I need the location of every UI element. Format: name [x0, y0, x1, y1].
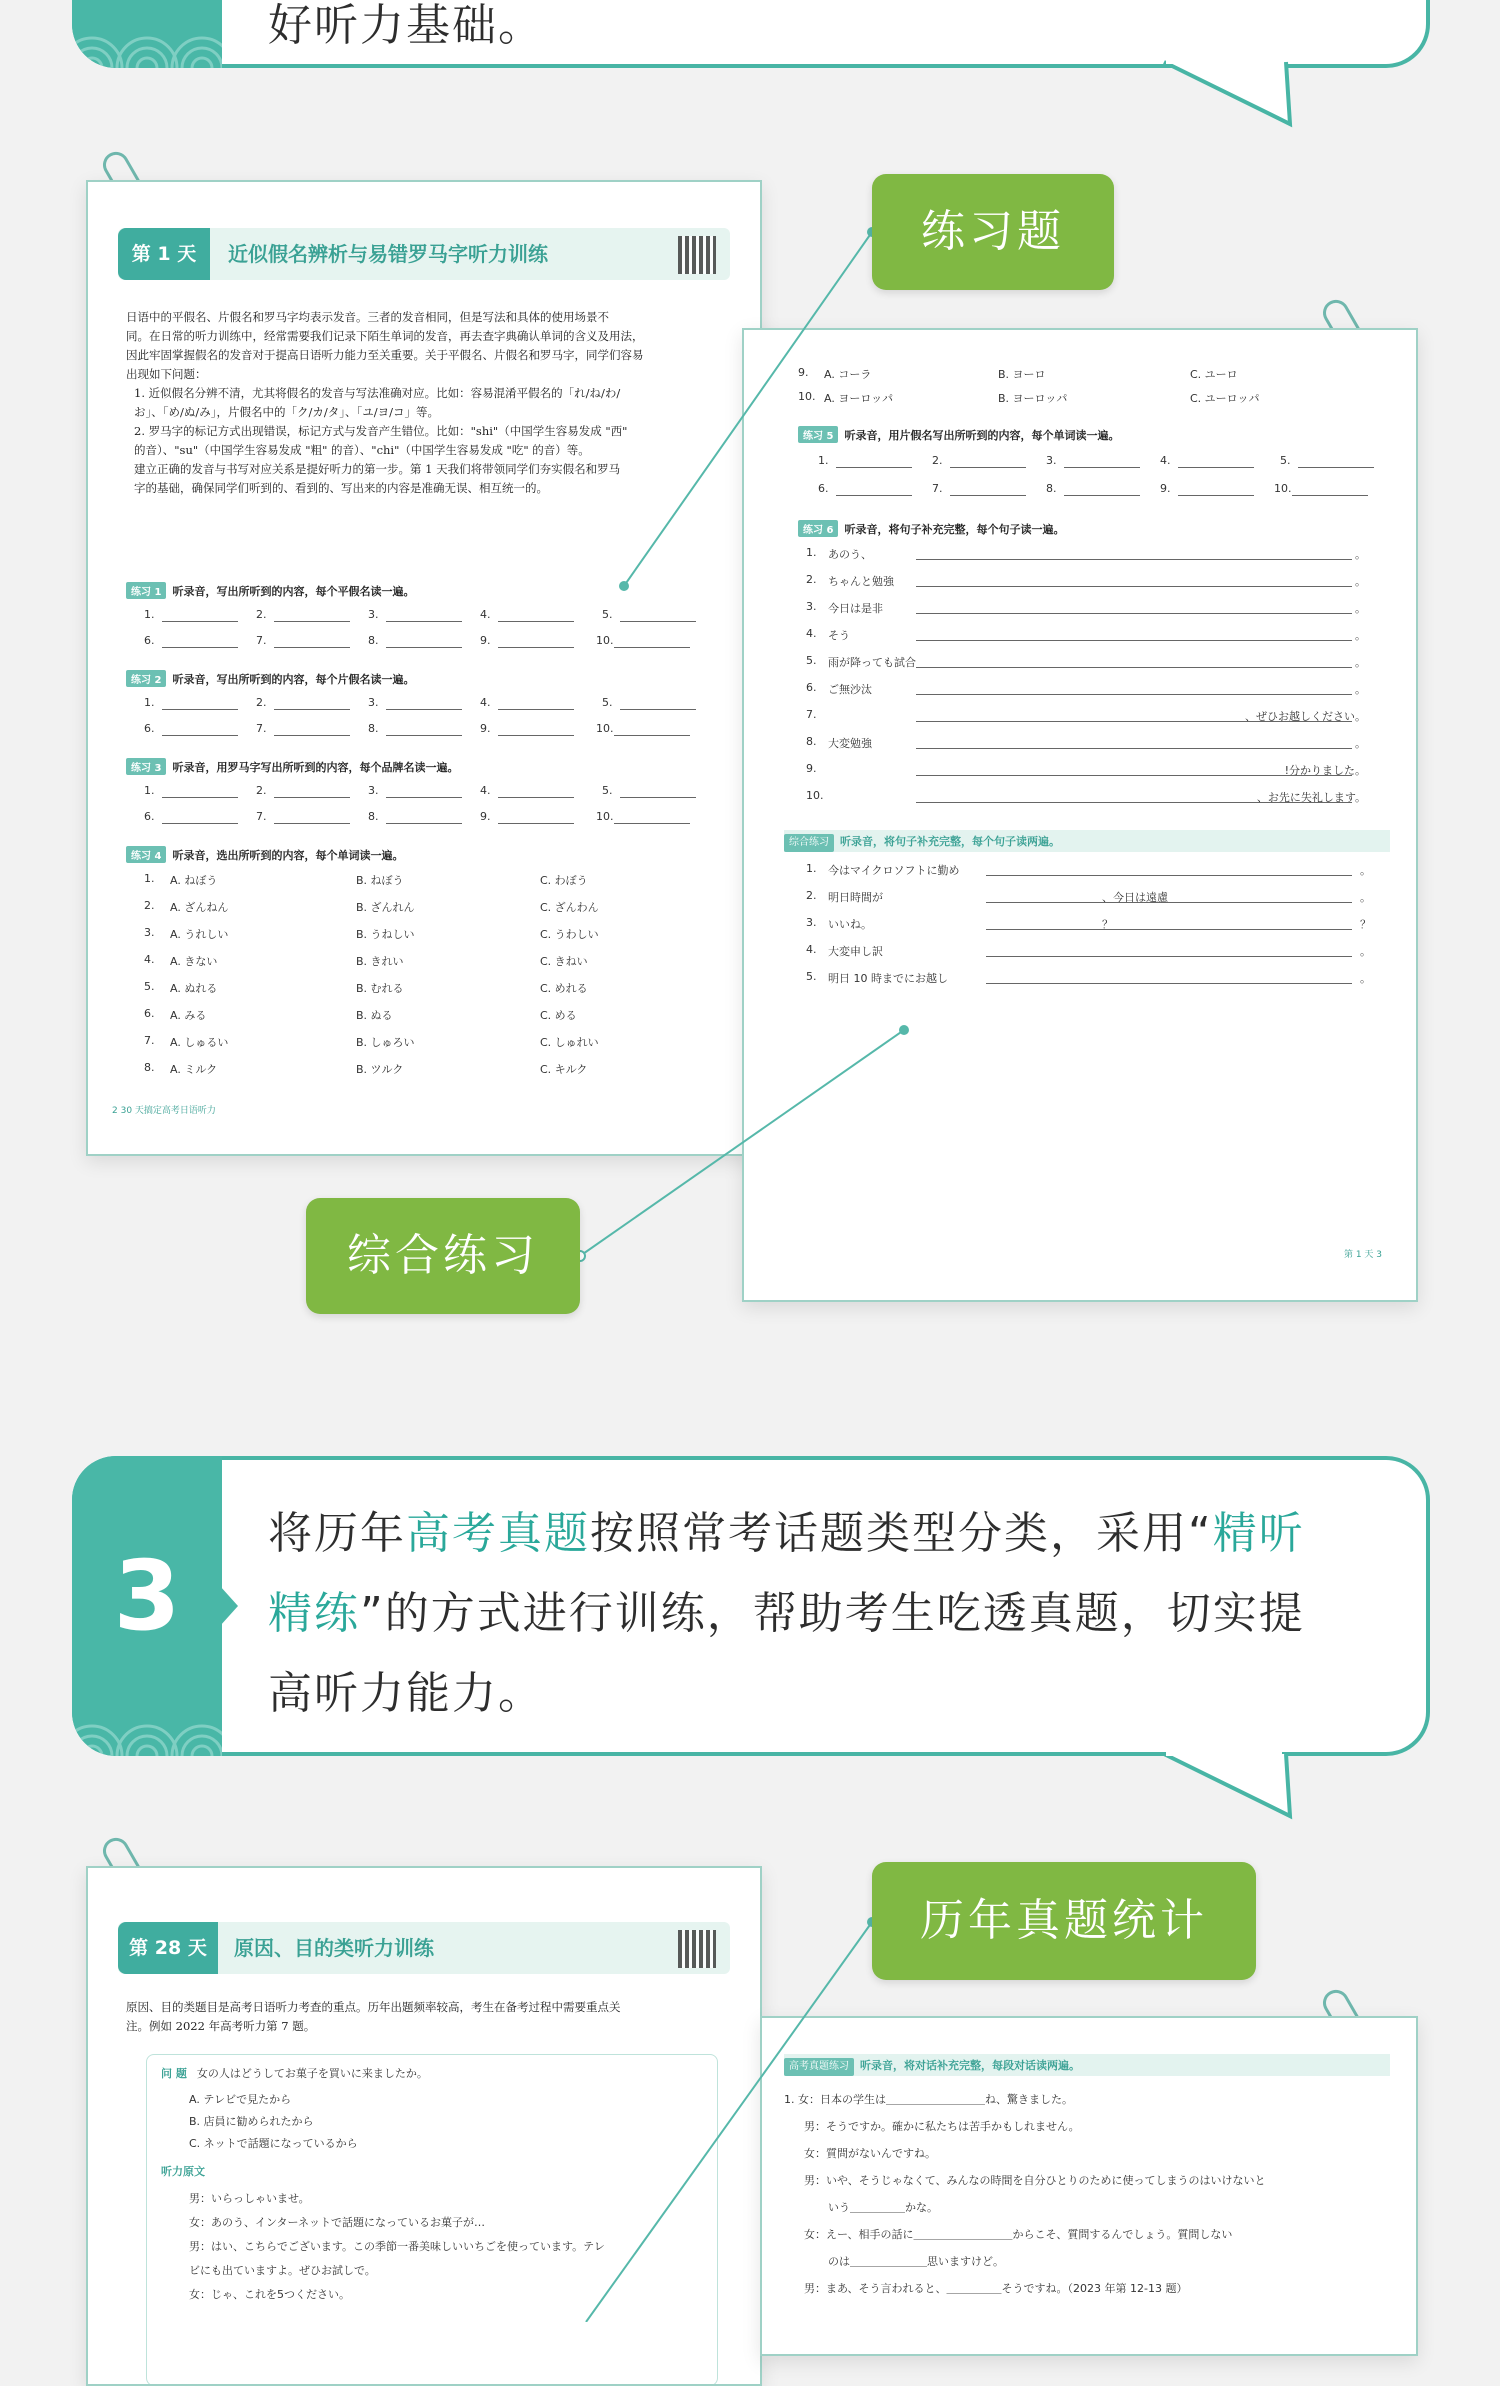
banner-text — [268, 1494, 1396, 1734]
sentence-start: 雨が降っても試合 — [828, 656, 916, 669]
highlight-text: 高考真题 — [406, 1508, 590, 1559]
item-number: 7. — [256, 634, 267, 647]
callout-stats: 历年真题统计 — [872, 1862, 1256, 1980]
choice-option: A. ミルク — [170, 1063, 218, 1076]
item-number: 10. — [596, 722, 614, 735]
item-number: 6. — [144, 1007, 155, 1020]
choice-option: C. うわしい — [540, 928, 599, 941]
dialogue-line: 男：そうですか。確かに私たちは苦手かもしれません。 — [804, 2120, 1080, 2133]
choice-option: B. ねぼう — [356, 874, 404, 887]
item-number: 9. — [480, 634, 491, 647]
item-number: 8. — [368, 810, 379, 823]
item-number: 5. — [806, 654, 817, 667]
item-number: 8. — [368, 634, 379, 647]
point-line: 字的基础，确保同学们听到的、看到的、写出来的内容是准确无误、相互统一的。 — [134, 481, 548, 495]
intro-line: 同。在日常的听力训练中，经常需要我们记录下陌生单词的发音，再去查字典确认单词的含义及用法， — [126, 329, 644, 343]
exercise-tag: 练习 6 — [798, 520, 838, 537]
sentence-part: ？ — [1360, 918, 1371, 931]
sentence-end: !分かりました。 — [1284, 764, 1366, 777]
page-footer: 2 30 天搞定高考日语听力 — [112, 1106, 216, 1116]
item-number: 8. — [806, 735, 817, 748]
choice-option: B. うねしい — [356, 928, 415, 941]
item-number: 3. — [806, 916, 817, 929]
sentence-part: 明日 10 時までにお越し — [828, 972, 948, 985]
dialogue-line: 男：いや、そうじゃなくて、みんなの時間を自分ひとりのために使ってしまうのはいけないと — [804, 2174, 1266, 2187]
item-number: 9. — [1160, 482, 1171, 495]
sentence-start: そう — [828, 629, 850, 642]
wave-pattern-icon — [72, 1666, 222, 1756]
sentence-end: 、お先に失礼します。 — [1256, 791, 1366, 804]
item-number: 5. — [602, 696, 613, 709]
item-number: 6. — [144, 810, 155, 823]
choice-option: A. コーラ — [824, 368, 872, 381]
exercise-tag: 高考真题练习 — [784, 2058, 854, 2076]
sentence-start: ご無沙汰 — [828, 683, 872, 696]
exercise-tag: 练习 4 — [126, 846, 166, 863]
banner-text: 好听力基础。 — [268, 0, 544, 51]
callout-exercises: 练习题 — [872, 174, 1114, 290]
item-number: 5. — [602, 608, 613, 621]
item-number: 1. — [806, 546, 817, 559]
sentence-part: 。 — [1360, 972, 1371, 985]
item-number: 4. — [144, 953, 155, 966]
dialogue-line: 男：まあ、そう言われると、＿＿＿＿＿そうですね。（2023 年第 12-13 题） — [804, 2282, 1188, 2295]
item-number: 8. — [144, 1061, 155, 1074]
item-number: 5. — [1280, 454, 1291, 467]
choice-option: A. ヨーロッパ — [824, 392, 894, 405]
item-number: 10. — [806, 789, 824, 802]
day-badge: 第 28 天 — [118, 1922, 218, 1974]
item-number: 3. — [368, 608, 379, 621]
intro-line: 日语中的平假名、片假名和罗马字均表示发音。三者的发音相同，但是写法和具体的使用场景不 — [126, 310, 609, 324]
choice-option: B. ツルク — [356, 1063, 404, 1076]
sentence-part: 明日時間が — [828, 891, 883, 904]
item-number: 2. — [144, 899, 155, 912]
item-number: 2. — [806, 889, 817, 902]
sentence-end: 。 — [1355, 737, 1366, 750]
sentence-part: いいね。 — [828, 918, 872, 931]
sentence-part: 今はマイクロソフトに勤め — [828, 864, 960, 877]
exercise-instruction: 听录音，将对话补充完整，每段对话读两遍。 — [860, 2059, 1080, 2072]
item-number: 6. — [144, 634, 155, 647]
choice-option: B. ヨーロッパ — [998, 392, 1068, 405]
choice-option: A. きない — [170, 955, 218, 968]
intro-line: 出现如下问题： — [126, 367, 207, 381]
connector-lines — [0, 1900, 1500, 2322]
choice-option: C. しゅれい — [540, 1036, 599, 1049]
choice-option: A. うれしい — [170, 928, 229, 941]
highlight-text: 精练 — [268, 1588, 360, 1639]
sentence-end: 。 — [1355, 656, 1366, 669]
banner-side — [72, 1456, 222, 1756]
sentence-part: 大変申し訳 — [828, 945, 883, 958]
choice-option: C. ユーロッパ — [1190, 392, 1260, 405]
script-line: 男：いらっしゃいませ。 — [189, 2192, 310, 2205]
sentence-end: 。 — [1355, 575, 1366, 588]
item-number: 1. — [144, 872, 155, 885]
choice-option: A. みる — [170, 1009, 207, 1022]
item-number: 9. — [480, 810, 491, 823]
script-line: 女：あのう、インターネットで話題になっているお菓子が… — [189, 2216, 486, 2229]
sentence-part: 。 — [1360, 891, 1371, 904]
question-label: 问 题 — [161, 2067, 187, 2080]
script-line: ビにも出ていますよ。ぜひお試しで。 — [189, 2264, 376, 2277]
choice-option: B. しゅろい — [356, 1036, 415, 1049]
page-footer: 第 1 天 3 — [1343, 1250, 1382, 1260]
text-line: 高听力能力。 — [268, 1668, 544, 1719]
item-number: 5. — [602, 784, 613, 797]
item-number: 7. — [806, 708, 817, 721]
item-number: 4. — [480, 784, 491, 797]
exercise-instruction: 听录音，写出所听到的内容，每个片假名读一遍。 — [172, 673, 415, 686]
script-label: 听力原文 — [161, 2165, 205, 2178]
sentence-start: 今日は是非 — [828, 602, 883, 615]
item-number: 2. — [256, 608, 267, 621]
item-number: 9. — [798, 366, 809, 379]
sentence-part: 、今日は遠慮 — [1102, 891, 1168, 904]
item-number: 8. — [368, 722, 379, 735]
sentence-start: あのう、 — [828, 548, 872, 561]
item-number: 3. — [806, 600, 817, 613]
sentence-part: 。 — [1360, 945, 1371, 958]
point-line: 1. 近似假名分辨不清，尤其将假名的发音与写法准确对应。比如：容易混淆平假名的「れ/ね/わ/ — [134, 386, 621, 400]
dialogue-line: 女：質問がないんですね。 — [804, 2147, 936, 2160]
highlight-text: 精听 — [1212, 1508, 1305, 1559]
item-number: 2. — [256, 696, 267, 709]
sentence-end: 。 — [1355, 629, 1366, 642]
exercise-instruction: 听录音，写出所听到的内容，每个平假名读一遍。 — [172, 585, 415, 598]
item-number: 3. — [144, 926, 155, 939]
speech-tail-icon — [1160, 1750, 1300, 1820]
dialogue-line: いう＿＿＿＿＿かな。 — [828, 2201, 938, 2214]
choice-option: C. ユーロ — [1190, 368, 1238, 381]
item-number: 7. — [256, 810, 267, 823]
point-line: 的音）、"su"（中国学生容易发成 "粗" 的音）、"chi"（中国学生容易发成 "吃" 的音）等。 — [134, 443, 590, 457]
item-number: 7. — [256, 722, 267, 735]
choice-option: C. キルク — [540, 1063, 588, 1076]
item-number: 6. — [144, 722, 155, 735]
sentence-part: 。 — [1360, 864, 1371, 877]
script-line: 女：じゃ、これを5つください。 — [189, 2288, 350, 2301]
choice-option: C. わぼう — [540, 874, 588, 887]
option: B. 店員に勧められたから — [189, 2115, 314, 2128]
sentence-end: 。 — [1355, 548, 1366, 561]
intro-line: 原因、目的类题目是高考日语听力考查的重点。历年出题频率较高，考生在备考过程中需要重点关 — [126, 2000, 621, 2014]
exercise-tag: 综合练习 — [784, 834, 834, 852]
item-number: 1. — [144, 784, 155, 797]
exercise-instruction: 听录音，将句子补充完整，每个句子读一遍。 — [844, 523, 1065, 536]
day-title: 近似假名辨析与易错罗马字听力训练 — [228, 242, 548, 266]
item-number: 5. — [806, 970, 817, 983]
exercise-instruction: 听录音，用罗马字写出所听到的内容，每个品牌名读一遍。 — [172, 761, 459, 774]
item-number: 1. — [144, 608, 155, 621]
item-number: 2. — [256, 784, 267, 797]
intro-line: 注。例如 2022 年高考听力第 7 题。 — [126, 2019, 316, 2033]
choice-option: A. ぬれる — [170, 982, 218, 995]
sentence-part: ？ — [1102, 918, 1113, 931]
item-number: 1. — [818, 454, 829, 467]
item-number: 2. — [932, 454, 943, 467]
exercise-tag: 练习 3 — [126, 758, 166, 775]
item-number: 1. — [806, 862, 817, 875]
item-number: 3. — [368, 696, 379, 709]
choice-option: B. むれる — [356, 982, 404, 995]
point-line: 2. 罗马字的标记方式出现错误，标记方式与发音产生错位。比如："shi"（中国学生容易发成 "西" — [134, 424, 628, 438]
item-number: 1. — [144, 696, 155, 709]
choice-option: B. ぬる — [356, 1009, 393, 1022]
item-number: 10. — [798, 390, 816, 403]
sentence-end: 。 — [1355, 683, 1366, 696]
choice-option: B. きれい — [356, 955, 404, 968]
sentence-end: 、ぜひお越しください。 — [1245, 710, 1366, 723]
item-number: 7. — [932, 482, 943, 495]
option: C. ネットで話題になっているから — [189, 2137, 358, 2150]
choice-option: A. ねぼう — [170, 874, 218, 887]
item-number: 6. — [818, 482, 829, 495]
choice-option: C. ざんわん — [540, 901, 599, 914]
option: A. テレビで見たから — [189, 2093, 292, 2106]
text-span: 按照常考话题类型分类，采用“ — [590, 1508, 1213, 1559]
item-number: 9. — [480, 722, 491, 735]
choice-option: A. ざんねん — [170, 901, 229, 914]
item-number: 4. — [1160, 454, 1171, 467]
choice-option: B. ヨーロ — [998, 368, 1046, 381]
item-number: 4. — [480, 696, 491, 709]
item-number: 3. — [368, 784, 379, 797]
text-span: ”的方式进行训练，帮助考生吃透真题，切实提 — [360, 1588, 1305, 1639]
script-line: 男：はい、こちらでございます。この季節一番美味しいいちごを使っています。テレ — [189, 2240, 605, 2253]
exercise-tag: 练习 1 — [126, 582, 166, 599]
point-line: 建立正确的发音与书写对应关系是提好听力的第一步。第 1 天我们将带领同学们夯实假名和罗马 — [134, 462, 621, 476]
choice-option: C. める — [540, 1009, 577, 1022]
item-number: 4. — [806, 943, 817, 956]
day-title: 原因、目的类听力训练 — [234, 1936, 434, 1960]
chevron-right-icon — [220, 1586, 240, 1626]
sentence-end: 。 — [1355, 602, 1366, 615]
item-number: 9. — [806, 762, 817, 775]
exercise-instruction: 听录音，用片假名写出所听到的内容，每个单词读一遍。 — [844, 429, 1120, 442]
item-number: 4. — [806, 627, 817, 640]
dialogue-line: 女：えー、相手の話に＿＿＿＿＿＿＿＿＿からこそ、質問するんでしょう。質問しない — [804, 2228, 1233, 2241]
exercise-instruction: 听录音，将句子补充完整，每个句子读两遍。 — [840, 835, 1060, 848]
callout-comprehensive: 综合练习 — [306, 1198, 580, 1314]
item-number: 10. — [1274, 482, 1292, 495]
sentence-start: ちゃんと勉強 — [828, 575, 894, 588]
text-span: 将历年 — [268, 1508, 406, 1559]
item-number: 7. — [144, 1034, 155, 1047]
sentence-start: 大変勉強 — [828, 737, 872, 750]
item-number: 8. — [1046, 482, 1057, 495]
exercise-tag: 练习 5 — [798, 426, 838, 443]
exercise-instruction: 听录音，选出所听到的内容，每个单词读一遍。 — [172, 849, 404, 862]
point-line: お」、「め/ぬ/み」，片假名中的「ク/カ/タ」、「ユ/ヨ/コ」等。 — [134, 405, 439, 419]
item-number: 5. — [144, 980, 155, 993]
feature-banner-3 — [72, 1456, 1430, 1756]
item-number: 4. — [480, 608, 491, 621]
choice-option: A. しゅるい — [170, 1036, 229, 1049]
dialogue-line: 1. 女：日本の学生は＿＿＿＿＿＿＿＿＿ね、驚きました。 — [784, 2093, 1073, 2106]
item-number: 2. — [806, 573, 817, 586]
intro-line: 因此牢固掌握假名的发音对于提高日语听力能力至关重要。关于平假名、片假名和罗马字，同学们容易 — [126, 348, 644, 362]
choice-option: C. きねい — [540, 955, 588, 968]
item-number: 10. — [596, 810, 614, 823]
question-text: 女の人はどうしてお菓子を買いに来ましたか。 — [196, 2067, 428, 2080]
banner-number: 3 — [113, 1540, 181, 1652]
item-number: 6. — [806, 681, 817, 694]
exercise-tag: 练习 2 — [126, 670, 166, 687]
item-number: 10. — [596, 634, 614, 647]
choice-option: B. ざんれん — [356, 901, 415, 914]
day-badge: 第 1 天 — [118, 228, 210, 280]
item-number: 3. — [1046, 454, 1057, 467]
choice-option: C. めれる — [540, 982, 588, 995]
dialogue-line: のは＿＿＿＿＿＿＿思いますけど。 — [828, 2255, 1004, 2268]
